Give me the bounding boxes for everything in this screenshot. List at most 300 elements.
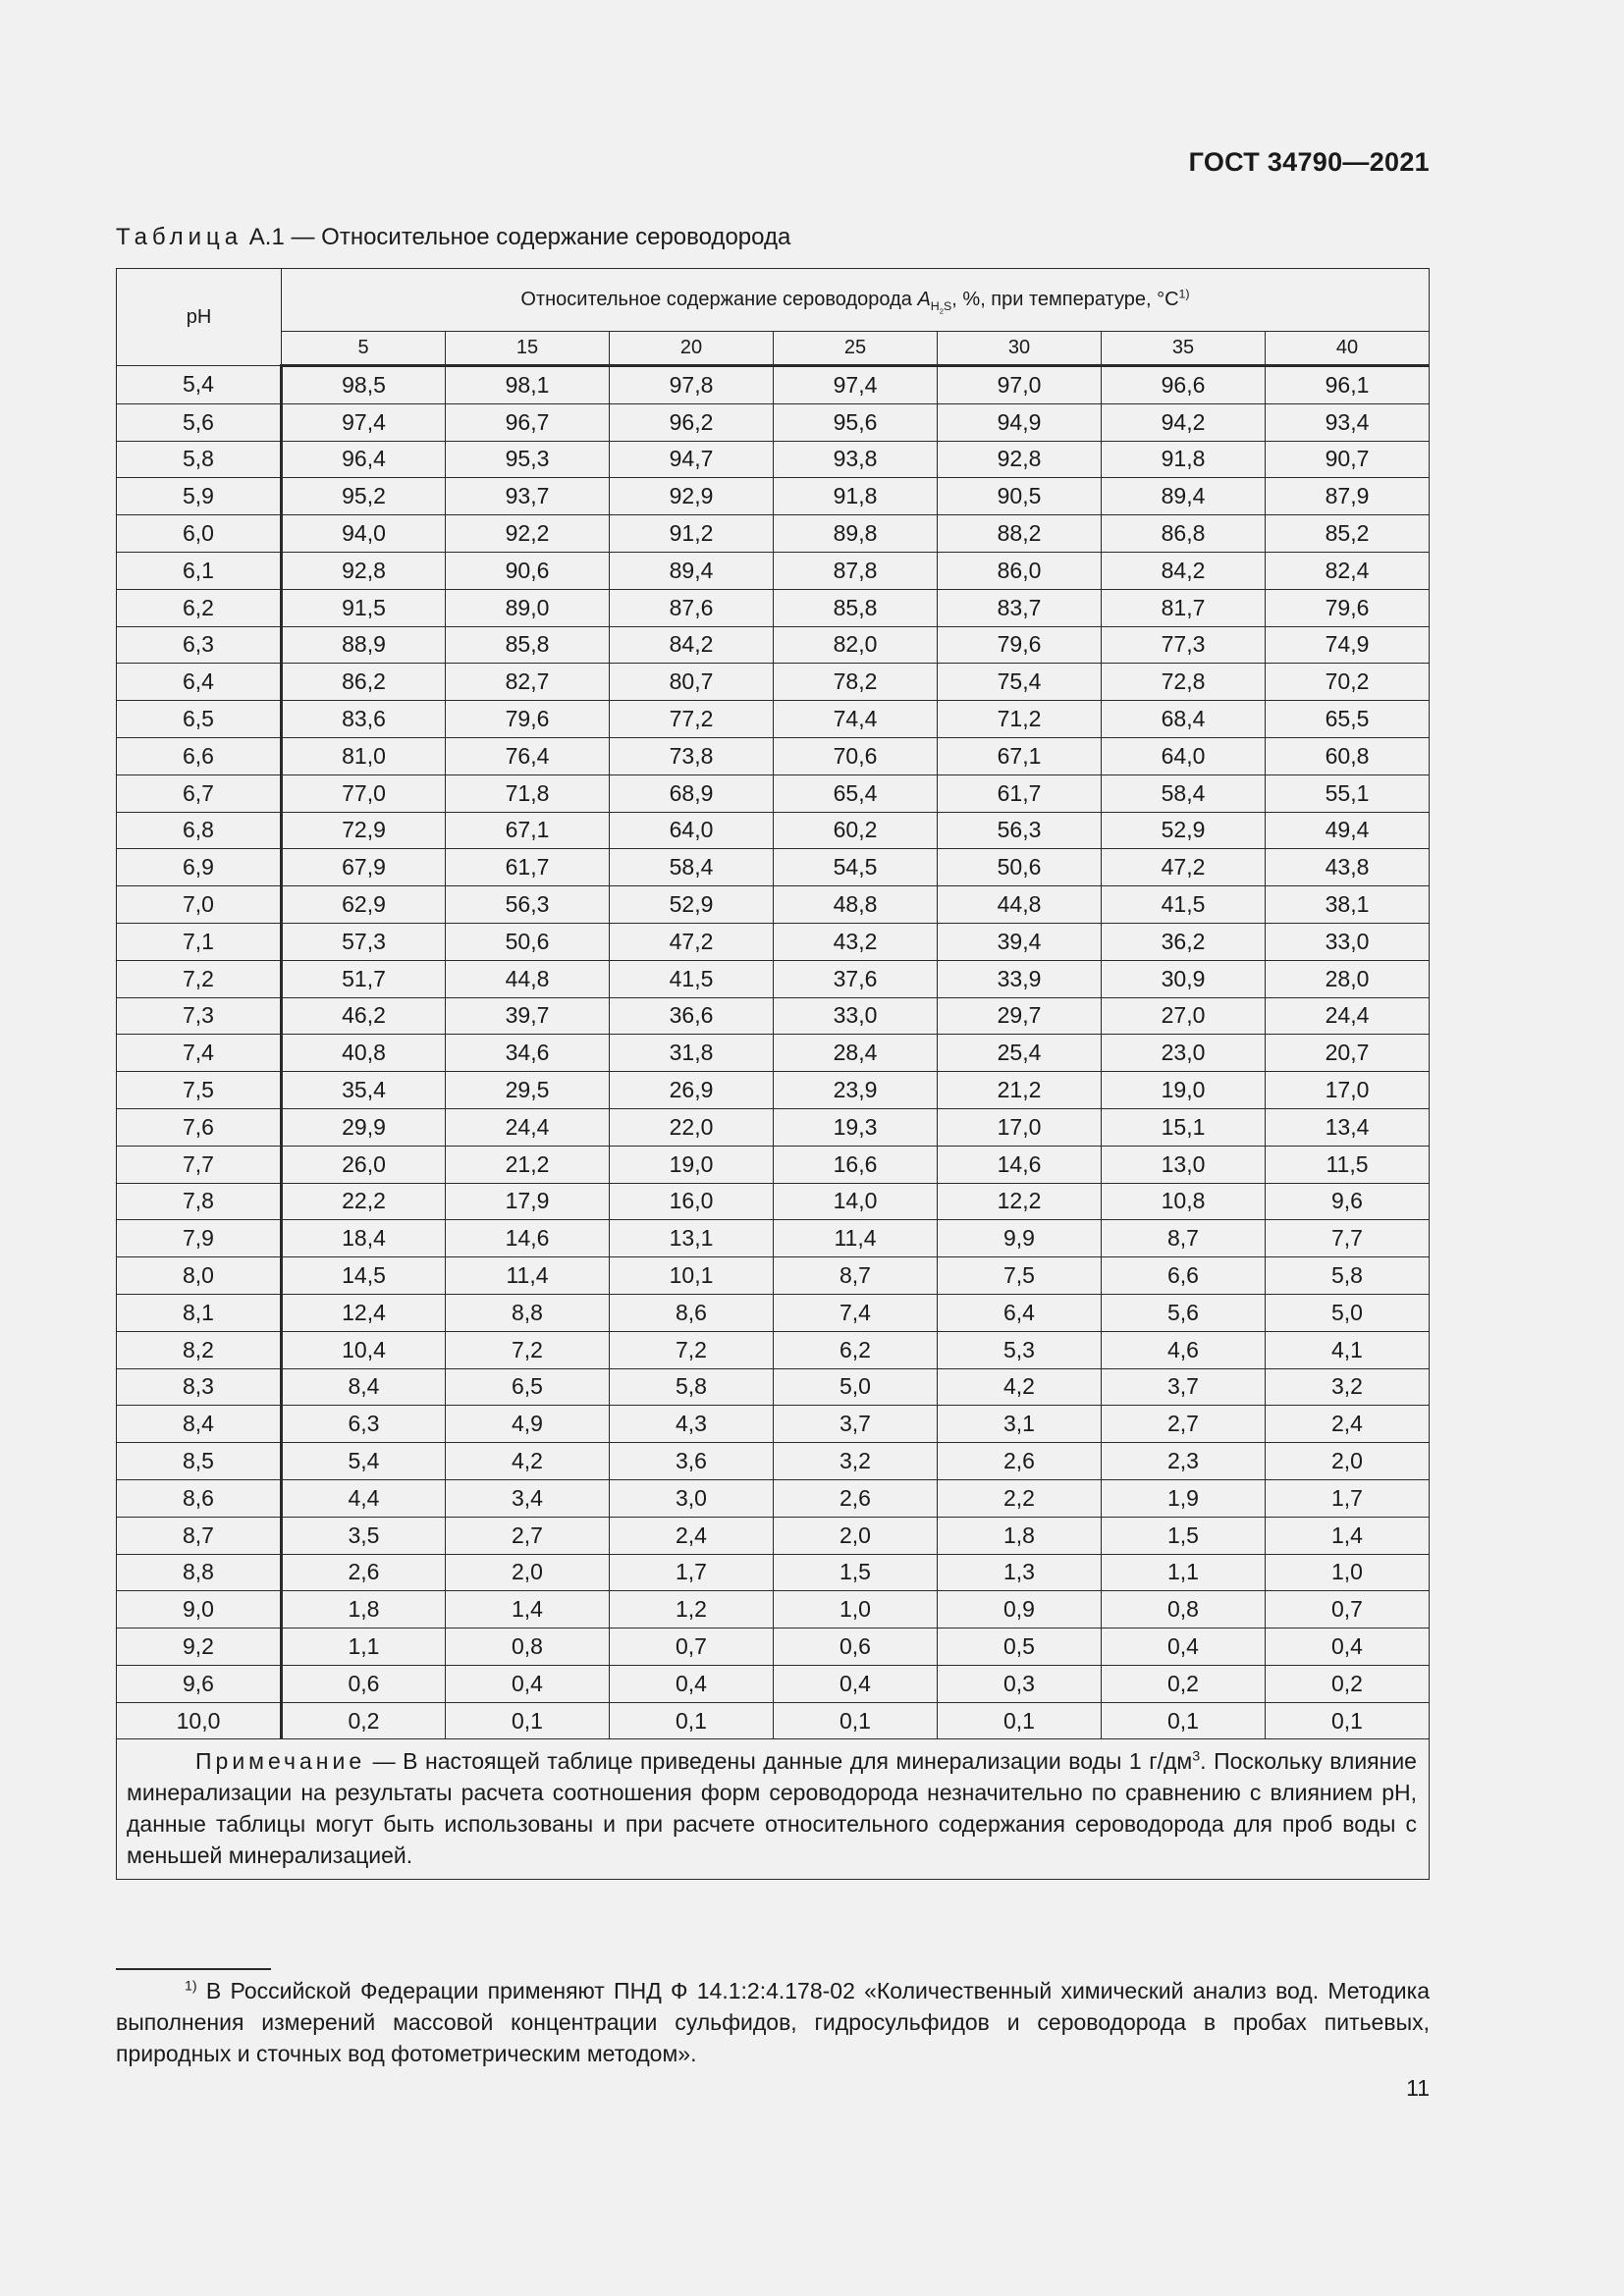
value-cell: 1,9 — [1102, 1479, 1266, 1517]
value-cell: 0,4 — [1102, 1629, 1266, 1666]
value-cell: 21,2 — [938, 1072, 1102, 1109]
value-cell: 30,9 — [1102, 960, 1266, 997]
table-row — [117, 1146, 1430, 1183]
table-row — [117, 997, 1430, 1035]
value-cell: 33,0 — [774, 997, 938, 1035]
value-cell: 11,4 — [774, 1220, 938, 1257]
value-cell: 86,8 — [1102, 515, 1266, 553]
ph-cell: 8,2 — [117, 1331, 282, 1368]
value-cell: 82,7 — [446, 664, 610, 701]
value-cell: 3,5 — [282, 1517, 446, 1554]
value-cell: 96,4 — [282, 441, 446, 478]
ph-cell: 7,4 — [117, 1035, 282, 1072]
value-cell: 1,0 — [1266, 1554, 1430, 1591]
ph-cell: 6,9 — [117, 849, 282, 886]
value-cell: 71,2 — [938, 701, 1102, 738]
value-cell: 35,4 — [282, 1072, 446, 1109]
hydrogen-sulfide-table — [116, 268, 1430, 1880]
value-cell: 61,7 — [446, 849, 610, 886]
value-cell: 2,7 — [446, 1517, 610, 1554]
temperature-header: 20 — [610, 332, 774, 366]
table-row — [117, 1554, 1430, 1591]
value-cell: 87,6 — [610, 589, 774, 626]
value-cell: 21,2 — [446, 1146, 610, 1183]
value-cell: 2,4 — [610, 1517, 774, 1554]
value-cell: 74,4 — [774, 701, 938, 738]
table-row — [117, 441, 1430, 478]
value-cell: 8,7 — [1102, 1220, 1266, 1257]
value-cell: 85,2 — [1266, 515, 1430, 553]
value-cell: 0,4 — [1266, 1629, 1430, 1666]
value-cell: 49,4 — [1266, 812, 1430, 849]
value-cell: 6,3 — [282, 1406, 446, 1443]
value-cell: 86,2 — [282, 664, 446, 701]
value-cell: 1,8 — [282, 1591, 446, 1629]
ph-cell: 6,8 — [117, 812, 282, 849]
value-cell: 50,6 — [446, 923, 610, 960]
value-cell: 92,2 — [446, 515, 610, 553]
table-row — [117, 1035, 1430, 1072]
ph-cell: 6,5 — [117, 701, 282, 738]
value-cell: 2,0 — [446, 1554, 610, 1591]
table-note: Примечание — В настоящей таблице приведены данные для минерализации воды 1 $г/дм^3$. Поскольку влияние минерализации на результаты расчета соотношения форм сероводорода незначительно по сравнению с влиянием рН, данные таблицы могут быть использованы и при расчете относительного содержания сероводорода для проб воды с меньшей минерализацией. — [117, 1739, 1430, 1880]
value-cell: 3,0 — [610, 1479, 774, 1517]
value-cell: 27,0 — [1102, 997, 1266, 1035]
value-cell: 26,9 — [610, 1072, 774, 1109]
ph-cell: 9,0 — [117, 1591, 282, 1629]
value-cell: 89,4 — [1102, 478, 1266, 515]
value-cell: 2,6 — [774, 1479, 938, 1517]
value-cell: 90,5 — [938, 478, 1102, 515]
value-cell: 97,0 — [938, 366, 1102, 404]
document-id: ГОСТ 34790—2021 — [1188, 147, 1430, 177]
value-cell: 33,9 — [938, 960, 1102, 997]
value-cell: 96,1 — [1266, 366, 1430, 404]
value-cell: 79,6 — [1266, 589, 1430, 626]
page-number: 11 — [1406, 2075, 1430, 2101]
value-cell: 72,9 — [282, 812, 446, 849]
table-row — [117, 589, 1430, 626]
ph-cell: 7,0 — [117, 886, 282, 924]
table-row — [117, 737, 1430, 774]
value-cell: 46,2 — [282, 997, 446, 1035]
ph-cell: 8,8 — [117, 1554, 282, 1591]
table-row — [117, 1220, 1430, 1257]
ph-cell: 8,5 — [117, 1443, 282, 1480]
value-cell: 85,8 — [446, 626, 610, 664]
caption-number: А.1 — [248, 224, 285, 250]
value-cell: 98,1 — [446, 366, 610, 404]
table-row — [117, 701, 1430, 738]
table-row — [117, 366, 1430, 404]
value-cell: 34,6 — [446, 1035, 610, 1072]
value-cell: 9,6 — [1266, 1183, 1430, 1220]
value-cell: 65,5 — [1266, 701, 1430, 738]
value-cell: 16,6 — [774, 1146, 938, 1183]
value-cell: 17,0 — [1266, 1072, 1430, 1109]
ph-cell: 8,4 — [117, 1406, 282, 1443]
table-row — [117, 1368, 1430, 1406]
value-cell: 8,8 — [446, 1294, 610, 1331]
ph-cell: 6,1 — [117, 552, 282, 589]
ph-cell: 7,2 — [117, 960, 282, 997]
value-cell: 9,9 — [938, 1220, 1102, 1257]
value-cell: 7,7 — [1266, 1220, 1430, 1257]
value-cell: 17,0 — [938, 1108, 1102, 1146]
value-cell: 7,2 — [446, 1331, 610, 1368]
value-cell: 13,4 — [1266, 1108, 1430, 1146]
footnote-separator — [116, 1968, 271, 1970]
value-cell: 1,1 — [1102, 1554, 1266, 1591]
value-cell: 2,6 — [938, 1443, 1102, 1480]
value-cell: 44,8 — [446, 960, 610, 997]
value-cell: 2,7 — [1102, 1406, 1266, 1443]
ph-cell: 6,0 — [117, 515, 282, 553]
value-cell: 0,2 — [1266, 1665, 1430, 1702]
ph-cell: 7,3 — [117, 997, 282, 1035]
value-cell: 1,0 — [774, 1591, 938, 1629]
value-cell: 91,5 — [282, 589, 446, 626]
ph-cell: 8,3 — [117, 1368, 282, 1406]
value-cell: 14,6 — [938, 1146, 1102, 1183]
ph-cell: 6,7 — [117, 774, 282, 812]
value-cell: 3,4 — [446, 1479, 610, 1517]
value-cell: 37,6 — [774, 960, 938, 997]
value-cell: 82,0 — [774, 626, 938, 664]
temperature-header: 5 — [282, 332, 446, 366]
value-cell: 56,3 — [938, 812, 1102, 849]
footnote-mark: 1) — [185, 1978, 197, 1995]
value-cell: 67,1 — [446, 812, 610, 849]
value-cell: 14,6 — [446, 1220, 610, 1257]
value-cell: 11,4 — [446, 1257, 610, 1295]
value-cell: 4,2 — [446, 1443, 610, 1480]
value-cell: 31,8 — [610, 1035, 774, 1072]
value-cell: 85,8 — [774, 589, 938, 626]
value-cell: 5,4 — [282, 1443, 446, 1480]
ph-cell: 5,8 — [117, 441, 282, 478]
table-row — [117, 1591, 1430, 1629]
table-row — [117, 1702, 1430, 1739]
value-cell: 2,0 — [1266, 1443, 1430, 1480]
table-row — [117, 1331, 1430, 1368]
ph-cell: 8,6 — [117, 1479, 282, 1517]
value-cell: 82,4 — [1266, 552, 1430, 589]
value-cell: 29,5 — [446, 1072, 610, 1109]
value-cell: 4,4 — [282, 1479, 446, 1517]
value-cell: 2,2 — [938, 1479, 1102, 1517]
value-cell: 94,7 — [610, 441, 774, 478]
value-cell: 67,1 — [938, 737, 1102, 774]
value-cell: 20,7 — [1266, 1035, 1430, 1072]
table-row — [117, 1108, 1430, 1146]
value-cell: 5,8 — [1266, 1257, 1430, 1295]
value-cell: 40,8 — [282, 1035, 446, 1072]
value-cell: 93,8 — [774, 441, 938, 478]
ph-cell: 5,9 — [117, 478, 282, 515]
value-cell: 84,2 — [610, 626, 774, 664]
value-cell: 1,2 — [610, 1591, 774, 1629]
value-cell: 97,4 — [282, 403, 446, 441]
value-cell: 0,2 — [1102, 1665, 1266, 1702]
value-cell: 12,2 — [938, 1183, 1102, 1220]
temperature-header: 15 — [446, 332, 610, 366]
ph-cell: 8,7 — [117, 1517, 282, 1554]
value-cell: 5,3 — [938, 1331, 1102, 1368]
value-cell: 97,8 — [610, 366, 774, 404]
value-cell: 77,0 — [282, 774, 446, 812]
value-cell: 73,8 — [610, 737, 774, 774]
value-cell: 92,8 — [938, 441, 1102, 478]
value-cell: 0,5 — [938, 1629, 1102, 1666]
value-cell: 13,1 — [610, 1220, 774, 1257]
value-cell: 94,2 — [1102, 403, 1266, 441]
value-cell: 0,2 — [282, 1702, 446, 1739]
value-cell: 94,9 — [938, 403, 1102, 441]
value-cell: 79,6 — [446, 701, 610, 738]
value-cell: 93,4 — [1266, 403, 1430, 441]
value-cell: 96,7 — [446, 403, 610, 441]
value-cell: 52,9 — [610, 886, 774, 924]
value-cell: 28,4 — [774, 1035, 938, 1072]
value-cell: 18,4 — [282, 1220, 446, 1257]
value-cell: 68,9 — [610, 774, 774, 812]
value-cell: 0,6 — [774, 1629, 938, 1666]
value-cell: 91,8 — [1102, 441, 1266, 478]
value-cell: 71,8 — [446, 774, 610, 812]
value-cell: 19,3 — [774, 1108, 938, 1146]
value-cell: 28,0 — [1266, 960, 1430, 997]
value-cell: 98,5 — [282, 366, 446, 404]
value-cell: 0,4 — [610, 1665, 774, 1702]
value-cell: 3,7 — [1102, 1368, 1266, 1406]
table-row — [117, 923, 1430, 960]
value-cell: 1,4 — [446, 1591, 610, 1629]
ph-cell: 6,6 — [117, 737, 282, 774]
value-cell: 90,7 — [1266, 441, 1430, 478]
value-cell: 92,9 — [610, 478, 774, 515]
value-cell: 25,4 — [938, 1035, 1102, 1072]
value-cell: 89,8 — [774, 515, 938, 553]
value-cell: 6,4 — [938, 1294, 1102, 1331]
temperature-header: 35 — [1102, 332, 1266, 366]
value-cell: 15,1 — [1102, 1108, 1266, 1146]
value-cell: 36,6 — [610, 997, 774, 1035]
value-cell: 2,6 — [282, 1554, 446, 1591]
value-cell: 14,0 — [774, 1183, 938, 1220]
value-cell: 68,4 — [1102, 701, 1266, 738]
value-cell: 1,3 — [938, 1554, 1102, 1591]
value-cell: 57,3 — [282, 923, 446, 960]
table-row — [117, 515, 1430, 553]
table-row — [117, 1665, 1430, 1702]
ph-cell: 7,5 — [117, 1072, 282, 1109]
value-cell: 55,1 — [1266, 774, 1430, 812]
table-row — [117, 1294, 1430, 1331]
value-cell: 0,6 — [282, 1665, 446, 1702]
value-cell: 26,0 — [282, 1146, 446, 1183]
table-row — [117, 1072, 1430, 1109]
value-cell: 1,7 — [1266, 1479, 1430, 1517]
value-cell: 39,4 — [938, 923, 1102, 960]
table-caption — [116, 224, 790, 251]
value-cell: 10,8 — [1102, 1183, 1266, 1220]
value-cell: 95,6 — [774, 403, 938, 441]
value-cell: 2,4 — [1266, 1406, 1430, 1443]
value-cell: 0,4 — [774, 1665, 938, 1702]
value-cell: 1,1 — [282, 1629, 446, 1666]
value-cell: 24,4 — [1266, 997, 1430, 1035]
table-row — [117, 1479, 1430, 1517]
value-cell: 5,6 — [1102, 1294, 1266, 1331]
table-row — [117, 552, 1430, 589]
table-row — [117, 812, 1430, 849]
value-cell: 86,0 — [938, 552, 1102, 589]
value-cell: 58,4 — [610, 849, 774, 886]
value-cell: 1,5 — [774, 1554, 938, 1591]
value-cell: 43,8 — [1266, 849, 1430, 886]
value-cell: 48,8 — [774, 886, 938, 924]
table-row — [117, 886, 1430, 924]
table-row — [117, 664, 1430, 701]
value-cell: 58,4 — [1102, 774, 1266, 812]
ph-cell: 9,2 — [117, 1629, 282, 1666]
value-cell: 52,9 — [1102, 812, 1266, 849]
value-cell: 4,3 — [610, 1406, 774, 1443]
ph-cell: 5,6 — [117, 403, 282, 441]
value-cell: 0,1 — [446, 1702, 610, 1739]
value-cell: 12,4 — [282, 1294, 446, 1331]
value-cell: 13,0 — [1102, 1146, 1266, 1183]
value-cell: 50,6 — [938, 849, 1102, 886]
ph-cell: 6,3 — [117, 626, 282, 664]
value-cell: 1,8 — [938, 1517, 1102, 1554]
note-label: Примечание — [195, 1748, 366, 1775]
value-cell: 6,6 — [1102, 1257, 1266, 1295]
value-cell: 70,6 — [774, 737, 938, 774]
value-cell: 51,7 — [282, 960, 446, 997]
value-cell: 84,2 — [1102, 552, 1266, 589]
value-cell: 0,1 — [1102, 1702, 1266, 1739]
ph-cell: 7,8 — [117, 1183, 282, 1220]
ph-cell: 6,2 — [117, 589, 282, 626]
value-cell: 79,6 — [938, 626, 1102, 664]
value-cell: 77,3 — [1102, 626, 1266, 664]
value-cell: 64,0 — [1102, 737, 1266, 774]
value-cell: 22,2 — [282, 1183, 446, 1220]
value-cell: 60,8 — [1266, 737, 1430, 774]
caption-separator: — — [291, 224, 315, 250]
ph-cell: 7,6 — [117, 1108, 282, 1146]
value-cell: 88,9 — [282, 626, 446, 664]
footnote — [116, 1975, 1430, 2069]
value-cell: 60,2 — [774, 812, 938, 849]
value-cell: 4,6 — [1102, 1331, 1266, 1368]
value-cell: 0,4 — [446, 1665, 610, 1702]
value-cell: 3,7 — [774, 1406, 938, 1443]
value-cell: 10,4 — [282, 1331, 446, 1368]
value-cell: 39,7 — [446, 997, 610, 1035]
table-row — [117, 1629, 1430, 1666]
ph-cell: 6,4 — [117, 664, 282, 701]
table-row — [117, 1406, 1430, 1443]
table-row — [117, 1517, 1430, 1554]
value-cell: 23,0 — [1102, 1035, 1266, 1072]
value-cell: 95,3 — [446, 441, 610, 478]
value-cell: 0,9 — [938, 1591, 1102, 1629]
value-cell: 80,7 — [610, 664, 774, 701]
value-cell: 87,8 — [774, 552, 938, 589]
value-cell: 14,5 — [282, 1257, 446, 1295]
value-cell: 5,8 — [610, 1368, 774, 1406]
value-cell: 93,7 — [446, 478, 610, 515]
value-cell: 0,1 — [1266, 1702, 1430, 1739]
value-cell: 0,8 — [1102, 1591, 1266, 1629]
value-cell: 0,1 — [774, 1702, 938, 1739]
main-column-header: Относительное содержание сероводорода $A_{H_2S}$, %, при температуре, $^\circ С^{1)}$ — [282, 269, 1430, 332]
value-cell: 3,2 — [774, 1443, 938, 1480]
ph-cell: 10,0 — [117, 1702, 282, 1739]
value-cell: 89,4 — [610, 552, 774, 589]
value-cell: 3,2 — [1266, 1368, 1430, 1406]
ph-cell: 7,9 — [117, 1220, 282, 1257]
value-cell: 7,2 — [610, 1331, 774, 1368]
value-cell: 4,1 — [1266, 1331, 1430, 1368]
ph-cell: 8,0 — [117, 1257, 282, 1295]
value-cell: 5,0 — [1266, 1294, 1430, 1331]
temperature-header: 30 — [938, 332, 1102, 366]
value-cell: 7,5 — [938, 1257, 1102, 1295]
value-cell: 1,5 — [1102, 1517, 1266, 1554]
value-cell: 47,2 — [610, 923, 774, 960]
value-cell: 72,8 — [1102, 664, 1266, 701]
value-cell: 16,0 — [610, 1183, 774, 1220]
value-cell: 6,2 — [774, 1331, 938, 1368]
value-cell: 5,0 — [774, 1368, 938, 1406]
value-cell: 0,7 — [1266, 1591, 1430, 1629]
value-cell: 22,0 — [610, 1108, 774, 1146]
value-cell: 96,6 — [1102, 366, 1266, 404]
value-cell: 0,1 — [938, 1702, 1102, 1739]
table-row — [117, 403, 1430, 441]
value-cell: 0,8 — [446, 1629, 610, 1666]
table-row — [117, 1443, 1430, 1480]
value-cell: 94,0 — [282, 515, 446, 553]
temperature-header: 25 — [774, 332, 938, 366]
value-cell: 64,0 — [610, 812, 774, 849]
value-cell: 11,5 — [1266, 1146, 1430, 1183]
value-cell: 92,8 — [282, 552, 446, 589]
value-cell: 36,2 — [1102, 923, 1266, 960]
value-cell: 8,7 — [774, 1257, 938, 1295]
value-cell: 1,4 — [1266, 1517, 1430, 1554]
value-cell: 0,1 — [610, 1702, 774, 1739]
value-cell: 56,3 — [446, 886, 610, 924]
table-row — [117, 960, 1430, 997]
value-cell: 97,4 — [774, 366, 938, 404]
value-cell: 3,6 — [610, 1443, 774, 1480]
value-cell: 29,7 — [938, 997, 1102, 1035]
value-cell: 23,9 — [774, 1072, 938, 1109]
value-cell: 81,0 — [282, 737, 446, 774]
value-cell: 95,2 — [282, 478, 446, 515]
table-row — [117, 1257, 1430, 1295]
ph-cell: 8,1 — [117, 1294, 282, 1331]
temperature-header: 40 — [1266, 332, 1430, 366]
ph-column-header: pH — [117, 269, 282, 366]
value-cell: 2,0 — [774, 1517, 938, 1554]
value-cell: 67,9 — [282, 849, 446, 886]
